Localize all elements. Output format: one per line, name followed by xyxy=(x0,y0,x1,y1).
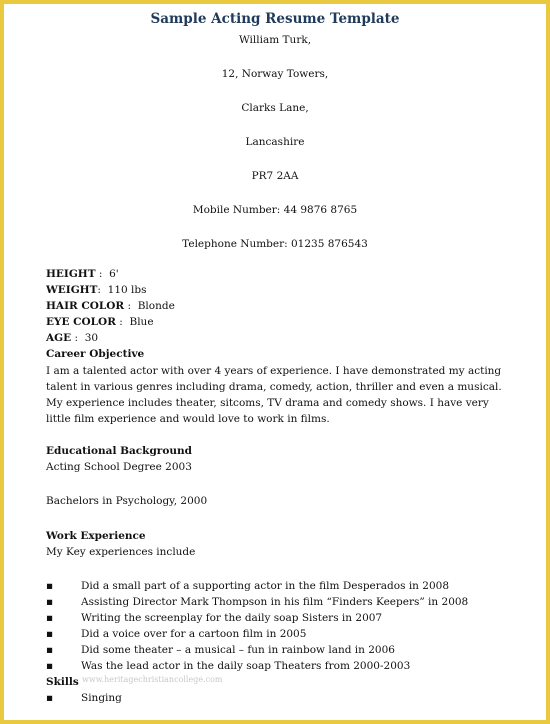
list-item-text: Assisting Director Mark Thompson in his film “Finders Keepers” in 2008 xyxy=(81,596,469,608)
stat-value: 6' xyxy=(109,268,119,280)
work-experience-heading: Work Experience xyxy=(46,530,146,542)
page-title: Sample Acting Resume Template xyxy=(150,11,400,27)
work-experience-intro: My Key experiences include xyxy=(46,546,196,558)
mobile-number: Mobile Number: 44 9876 8765 xyxy=(192,204,358,216)
address-line-2: Clarks Lane, xyxy=(241,102,309,114)
stat-value: Blonde xyxy=(137,300,175,312)
stat-value: 110 lbs xyxy=(107,284,147,296)
stat-label: HEIGHT xyxy=(46,268,96,280)
stat-height: HEIGHT : 6' xyxy=(46,268,119,280)
education-heading: Educational Background xyxy=(46,445,192,457)
address-line-1: 12, Norway Towers, xyxy=(221,68,329,80)
bullet-icon: ▪ xyxy=(46,692,54,704)
stat-label: AGE xyxy=(46,332,72,344)
list-item-text: Singing xyxy=(81,692,122,704)
stat-age: AGE : 30 xyxy=(46,332,99,344)
stat-value: 30 xyxy=(84,332,99,344)
address-line-3: Lancashire xyxy=(245,136,305,148)
list-item-text: Writing the screenplay for the daily soap Sisters in 2007 xyxy=(81,612,383,624)
stat-weight: WEIGHT: 110 lbs xyxy=(46,284,147,296)
address-postcode: PR7 2AA xyxy=(251,170,299,182)
career-objective-text: I am a talented actor with over 4 years of experience. I have demonstrated my acting talent in various genres including drama, comedy, action, thriller and even a musical. My experience includes theater, sitcoms, TV drama and comedy shows. I have very little film experience and would love to work in films. xyxy=(46,365,502,425)
education-item: Acting School Degree 2003 xyxy=(46,461,192,473)
telephone-number: Telephone Number: 01235 876543 xyxy=(182,238,368,250)
address-name: William Turk, xyxy=(238,34,312,46)
watermark: www.heritagechristiancollege.com xyxy=(82,675,223,684)
bullet-icon: ▪ xyxy=(46,596,54,608)
bullet-icon: ▪ xyxy=(46,612,54,624)
bullet-icon: ▪ xyxy=(46,660,54,672)
bullet-icon: ▪ xyxy=(46,580,54,592)
stat-hair-color: HAIR COLOR : Blonde xyxy=(46,300,175,312)
bullet-icon: ▪ xyxy=(46,644,54,656)
stat-label: HAIR COLOR xyxy=(46,300,125,312)
stat-value: Blue xyxy=(129,316,154,328)
resume-page xyxy=(4,4,546,720)
stat-label: WEIGHT xyxy=(46,284,98,296)
education-item: Bachelors in Psychology, 2000 xyxy=(46,495,208,507)
stat-label: EYE COLOR xyxy=(46,316,116,328)
list-item-text: Did some theater – a musical – fun in rainbow land in 2006 xyxy=(81,644,395,656)
skills-heading: Skills xyxy=(46,676,79,688)
list-item-text: Did a voice over for a cartoon film in 2005 xyxy=(81,628,307,640)
bullet-icon: ▪ xyxy=(46,628,54,640)
career-objective-heading: Career Objective xyxy=(46,348,145,360)
stat-eye-color: EYE COLOR : Blue xyxy=(46,316,154,328)
list-item-text: Was the lead actor in the daily soap Theaters from 2000-2003 xyxy=(81,660,411,672)
list-item-text: Did a small part of a supporting actor in the film Desperados in 2008 xyxy=(81,580,449,592)
